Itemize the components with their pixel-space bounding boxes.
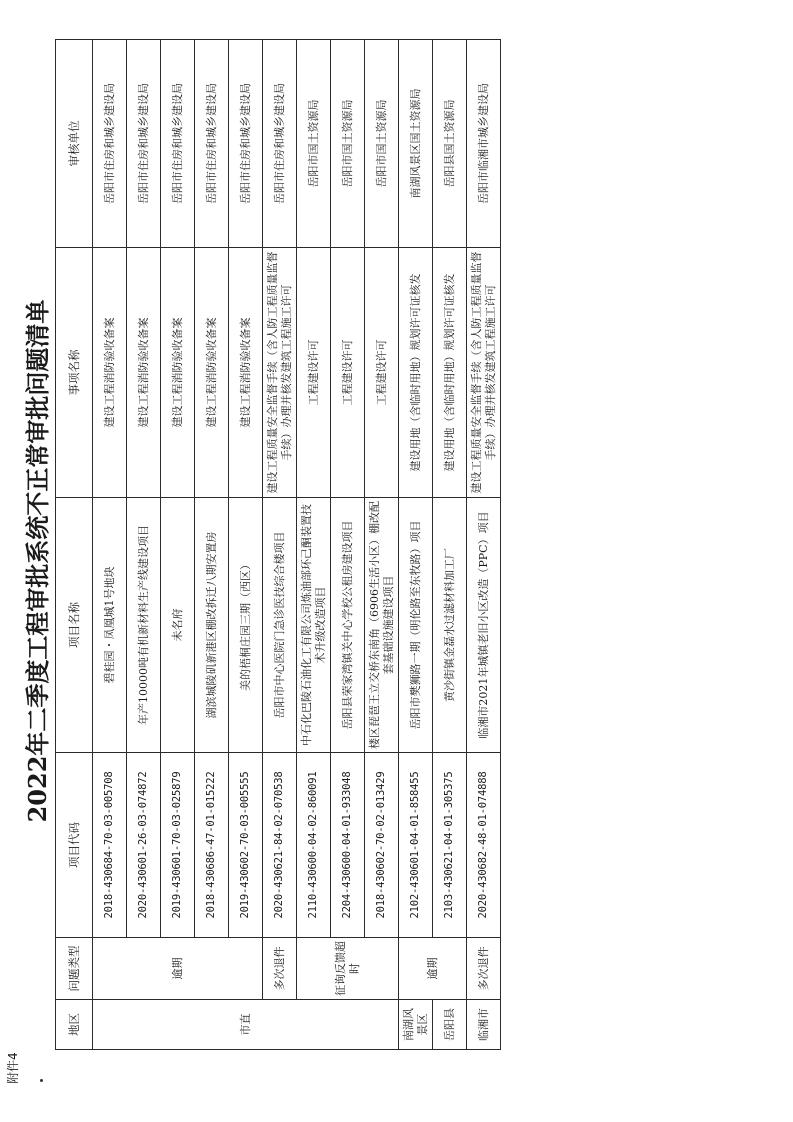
- area-cell: 市直: [93, 1000, 399, 1050]
- code-cell: 2103-430621-04-01-305375: [433, 753, 467, 938]
- item-cell: 工程建设许可: [297, 248, 331, 498]
- area-cell: 岳阳县: [433, 1000, 467, 1050]
- name-cell: 年产10000吨有机新材料生产线建设项目: [127, 498, 161, 753]
- table-row: [263, 40, 297, 1050]
- header-name: 项目名称: [56, 498, 93, 753]
- dept-cell: 岳阳县国土资源局: [433, 40, 467, 248]
- type-cell: 逾期: [93, 938, 263, 1000]
- issue-table: [55, 39, 501, 1050]
- dept-cell: 岳阳市住房和城乡建设局: [161, 40, 195, 248]
- name-cell: 楼区琵琶王立交桥东南角（6906生活小区）棚改配套基础设施建设项目: [365, 498, 399, 753]
- item-cell: 建设用地（含临时用地）规划许可证核发: [433, 248, 467, 498]
- table-row: [161, 40, 195, 1050]
- dept-cell: 岳阳市住房和城乡建设局: [229, 40, 263, 248]
- dept-cell: 岳阳市住房和城乡建设局: [93, 40, 127, 248]
- code-cell: 2020-430601-26-03-074872: [127, 753, 161, 938]
- type-cell: 多次退件: [263, 938, 297, 1000]
- code-cell: 2020-430682-48-01-074888: [467, 753, 501, 938]
- name-cell: 湖滨城陵矶新港区棚改拆迁八期安置房: [195, 498, 229, 753]
- item-cell: 建设工程消防验收备案: [161, 248, 195, 498]
- dept-cell: 岳阳市住房和城乡建设局: [127, 40, 161, 248]
- dept-cell: 岳阳市住房和城乡建设局: [263, 40, 297, 248]
- item-cell: 建设工程消防验收备案: [229, 248, 263, 498]
- name-cell: 岳阳县荣家湾镇关中心学校公租房建设项目: [331, 498, 365, 753]
- table-row: [331, 40, 365, 1050]
- type-cell: 征询反馈超时: [297, 938, 399, 1000]
- name-cell: 岳阳市樊狮路一期（明伦路至东牧路）项目: [399, 498, 433, 753]
- table-row: [467, 40, 501, 1050]
- header-type: 问题类型: [56, 938, 93, 1000]
- dept-cell: 岳阳市住房和城乡建设局: [195, 40, 229, 248]
- header-item: 事项名称: [56, 248, 93, 498]
- name-cell: 未名府: [161, 498, 195, 753]
- table-row: [127, 40, 161, 1050]
- table-row: [297, 40, 331, 1050]
- type-cell: 逾期: [399, 938, 467, 1000]
- header-dept: 审核单位: [56, 40, 93, 248]
- dept-cell: 南湖风景区国土资源局: [399, 40, 433, 248]
- code-cell: 2018-430684-70-03-005708: [93, 753, 127, 938]
- code-cell: 2102-430601-04-01-858455: [399, 753, 433, 938]
- table-row: [433, 40, 467, 1050]
- item-cell: 建设工程消防验收备案: [127, 248, 161, 498]
- code-cell: 2018-430602-70-02-013429: [365, 753, 399, 938]
- item-cell: 建设工程消防验收备案: [93, 248, 127, 498]
- code-cell: 2204-430600-04-01-933048: [331, 753, 365, 938]
- header-area: 地区: [56, 1000, 93, 1050]
- scan-dot: [40, 1079, 43, 1082]
- item-cell: 建设工程质量安全监督手续（含人防工程质量监督手续）办理并核发建筑工程施工许可: [263, 248, 297, 498]
- area-cell: 临湘市: [467, 1000, 501, 1050]
- name-cell: 临湘市2021年城镇老旧小区改造（PPC）项目: [467, 498, 501, 753]
- name-cell: 中石化巴陵石油化工有限公司炼油部环己酮装置技术升级改造项目: [297, 498, 331, 753]
- code-cell: 2019-430601-70-03-025879: [161, 753, 195, 938]
- item-cell: 工程建设许可: [331, 248, 365, 498]
- table-row: [399, 40, 433, 1050]
- type-cell: 多次退件: [467, 938, 501, 1000]
- table-row: [365, 40, 399, 1050]
- table-row: [229, 40, 263, 1050]
- name-cell: 美的梧桐庄园三期（西区）: [229, 498, 263, 753]
- area-cell: 南湖风景区: [399, 1000, 433, 1050]
- name-cell: 岳阳市中心医院门急诊医技综合楼项目: [263, 498, 297, 753]
- item-cell: 建设用地（含临时用地）规划许可证核发: [399, 248, 433, 498]
- header-code: 项目代码: [56, 753, 93, 938]
- code-cell: 2019-430602-70-03-005555: [229, 753, 263, 938]
- dept-cell: 岳阳市临湘市城乡建设局: [467, 40, 501, 248]
- table-header-row: [56, 40, 93, 1050]
- code-cell: 2018-430686-47-01-015222: [195, 753, 229, 938]
- dept-cell: 岳阳市国土资源局: [365, 40, 399, 248]
- code-cell: 2020-430621-84-02-070538: [263, 753, 297, 938]
- item-cell: 工程建设许可: [365, 248, 399, 498]
- code-cell: 2110-430600-04-02-860091: [297, 753, 331, 938]
- item-cell: 建设工程消防验收备案: [195, 248, 229, 498]
- dept-cell: 岳阳市国土资源局: [331, 40, 365, 248]
- item-cell: 建设工程质量安全监督手续（含人防工程质量监督手续）办理并核发建筑工程施工许可: [467, 248, 501, 498]
- table-row: [195, 40, 229, 1050]
- table-row: [93, 40, 127, 1050]
- dept-cell: 岳阳市国土资源局: [297, 40, 331, 248]
- page-title: 2022年二季度工程审批系统不正常审批问题清单: [23, 299, 52, 823]
- name-cell: 黄沙街镇金磊水过滤材料加工厂: [433, 498, 467, 753]
- name-cell: 碧桂园・凤凰城1号地块: [93, 498, 127, 753]
- attachment-label: 附件4: [6, 1052, 20, 1084]
